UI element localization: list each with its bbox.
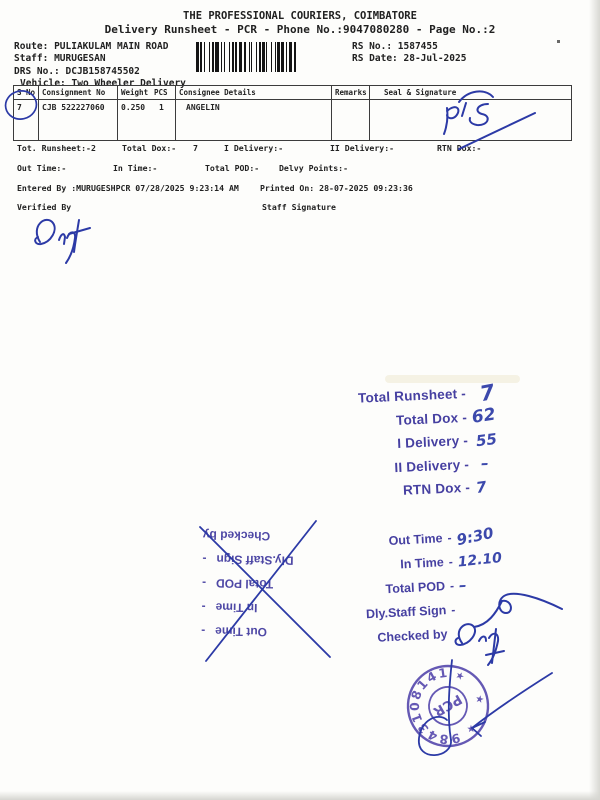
handwritten-out-time-value: 9:30	[454, 523, 496, 550]
col-header-consignment-no: Consignment No	[38, 86, 117, 99]
verified-by-label: Verified By	[17, 202, 72, 212]
rs-no-line	[352, 41, 438, 52]
stamped-i-delivery-label: I Delivery -	[397, 433, 469, 452]
vehicle-value: Two Wheeler Delivery	[71, 78, 186, 89]
handwritten-in-time-value: 12.10	[456, 550, 503, 571]
total-pod-label: Total POD:-	[205, 163, 260, 173]
drs-value: DCJB158745502	[65, 66, 140, 77]
seal-signature-mark	[435, 85, 560, 157]
cell-pcs: 1	[151, 99, 175, 140]
handwritten-i-delivery-value: 55	[475, 429, 498, 450]
handwritten-total-pod-value: –	[458, 576, 467, 595]
printed-on-text: Printed On: 28-07-2025 09:23:36	[260, 183, 413, 193]
runsheet-barcode	[196, 42, 330, 72]
entered-by-text: Entered By :MURUGESHPCR 07/28/2025 9:23:14 AM	[17, 183, 239, 193]
stamp-signature-flourish	[400, 648, 570, 773]
stamp-ring-stars: ★ ★ ★	[453, 669, 486, 741]
col-header-remarks: Remarks	[331, 86, 369, 99]
stamped-dly-staff-sign-label: Dly.Staff Sign	[365, 603, 447, 622]
rs-no-value: 1587455	[397, 41, 438, 52]
stamp-center-text: PCR	[430, 690, 465, 720]
stamped-in-time-dash: -	[448, 554, 454, 569]
stamped-out-time-label: Out Time	[388, 531, 443, 549]
scan-speck	[557, 40, 560, 43]
tot-runsheet-label: Tot. Runsheet:-	[17, 143, 91, 153]
cell-weight: 0.250	[117, 99, 151, 140]
verified-by-signature	[22, 208, 117, 266]
stamped-total-pod-dash: -	[449, 578, 455, 593]
crossed-total-pod-label: Total POD	[215, 576, 274, 592]
rs-date-line	[352, 53, 466, 64]
crossed-out-time-label: Out Time	[215, 624, 268, 640]
col-header-consignee-details: Consignee Details	[175, 86, 331, 99]
staff-label: Staff:	[14, 53, 49, 64]
drs-label: DRS No.:	[14, 66, 60, 77]
stamped-ii-delivery-label: II Delivery -	[394, 456, 470, 475]
col-header-s-no: S No	[17, 88, 36, 97]
crossed-checked-by-label: Checked by	[202, 528, 271, 544]
total-dox-value: 7	[193, 143, 198, 153]
handwritten-ii-delivery-value: –	[480, 454, 489, 473]
stamped-out-time-dash: -	[447, 530, 452, 545]
stamped-checked-by-label: Checked by	[377, 627, 448, 645]
col-header-weight: Weight	[117, 86, 151, 99]
page-right-edge-shadow	[589, 0, 600, 800]
vehicle-label: Vehicle:	[20, 78, 66, 89]
document-title: Delivery Runsheet - PCR - Phone No.:9047080280 - Page No.:2	[104, 23, 496, 36]
stamped-in-time-label: In Time	[399, 555, 445, 572]
rs-no-label: RS No.:	[352, 41, 393, 52]
i-delivery-label: I Delivery:-	[224, 143, 284, 153]
total-dox-label: Total Dox:-	[122, 143, 177, 153]
drs-line	[14, 66, 140, 77]
route-value: PULIAKULAM MAIN ROAD	[54, 41, 169, 52]
rs-date-label: RS Date:	[352, 53, 398, 64]
stamped-totals-block	[348, 379, 538, 504]
barcode-gap	[296, 42, 297, 72]
cross-out-x-ink	[188, 515, 343, 667]
crossed-dly-staff-sign-label: Dly.Staff Sign	[216, 552, 294, 568]
staff-value: MURUGESAN	[54, 53, 106, 64]
company-name: THE PROFESSIONAL COURIERS, COIMBATORE	[183, 10, 417, 22]
route-line	[14, 41, 168, 52]
col-header-pcs: PCS	[154, 88, 168, 97]
page-bottom-edge-shadow	[0, 791, 600, 800]
crossed-dly-staff-sign-dash: -	[202, 552, 207, 567]
cell-consignment-no: CJB 522227060	[38, 99, 117, 140]
stamped-total-pod-label: Total POD	[385, 579, 446, 597]
faint-smudge	[385, 375, 520, 383]
stamped-total-runsheet-label: Total Runsheet -	[357, 386, 467, 406]
circled-s-no-ink	[2, 86, 42, 128]
stamped-rtn-dox-label: RTN Dox -	[402, 480, 471, 499]
out-time-label: Out Time:-	[17, 163, 67, 173]
cell-s-no: 7	[14, 99, 38, 140]
crossed-in-time-dash: -	[201, 600, 206, 615]
stamp-ring-number: 9843108141	[406, 664, 462, 748]
handwritten-total-dox-value: 62	[470, 404, 497, 429]
tot-runsheet-value: 2	[91, 143, 96, 153]
route-label: Route:	[14, 41, 49, 52]
staff-line	[14, 53, 106, 64]
stamped-total-dox-label: Total Dox -	[395, 409, 468, 428]
stamped-dly-staff-sign-dash: -	[450, 602, 456, 617]
crossed-total-pod-dash: -	[201, 576, 207, 591]
cell-remarks	[331, 99, 369, 140]
handwritten-rtn-dox-value: 7	[474, 477, 488, 497]
col-header-seal-signature: Seal & Signature	[369, 86, 571, 99]
crossed-out-time-dash: -	[201, 623, 206, 639]
delvy-points-label: Delvy Points:-	[279, 163, 349, 173]
rtn-dox-label: RTN Dox:-	[437, 143, 482, 153]
cell-consignee: ANGELIN	[175, 99, 331, 140]
staff-signature-label: Staff Signature	[262, 202, 336, 212]
handwritten-total-runsheet-value: 7	[477, 379, 497, 406]
in-time-label: In Time:-	[113, 163, 158, 173]
crossed-in-time-label: In Time	[215, 600, 258, 615]
ii-delivery-label: II Delivery:-	[330, 143, 395, 153]
rs-date-value: 28-Jul-2025	[403, 53, 467, 64]
